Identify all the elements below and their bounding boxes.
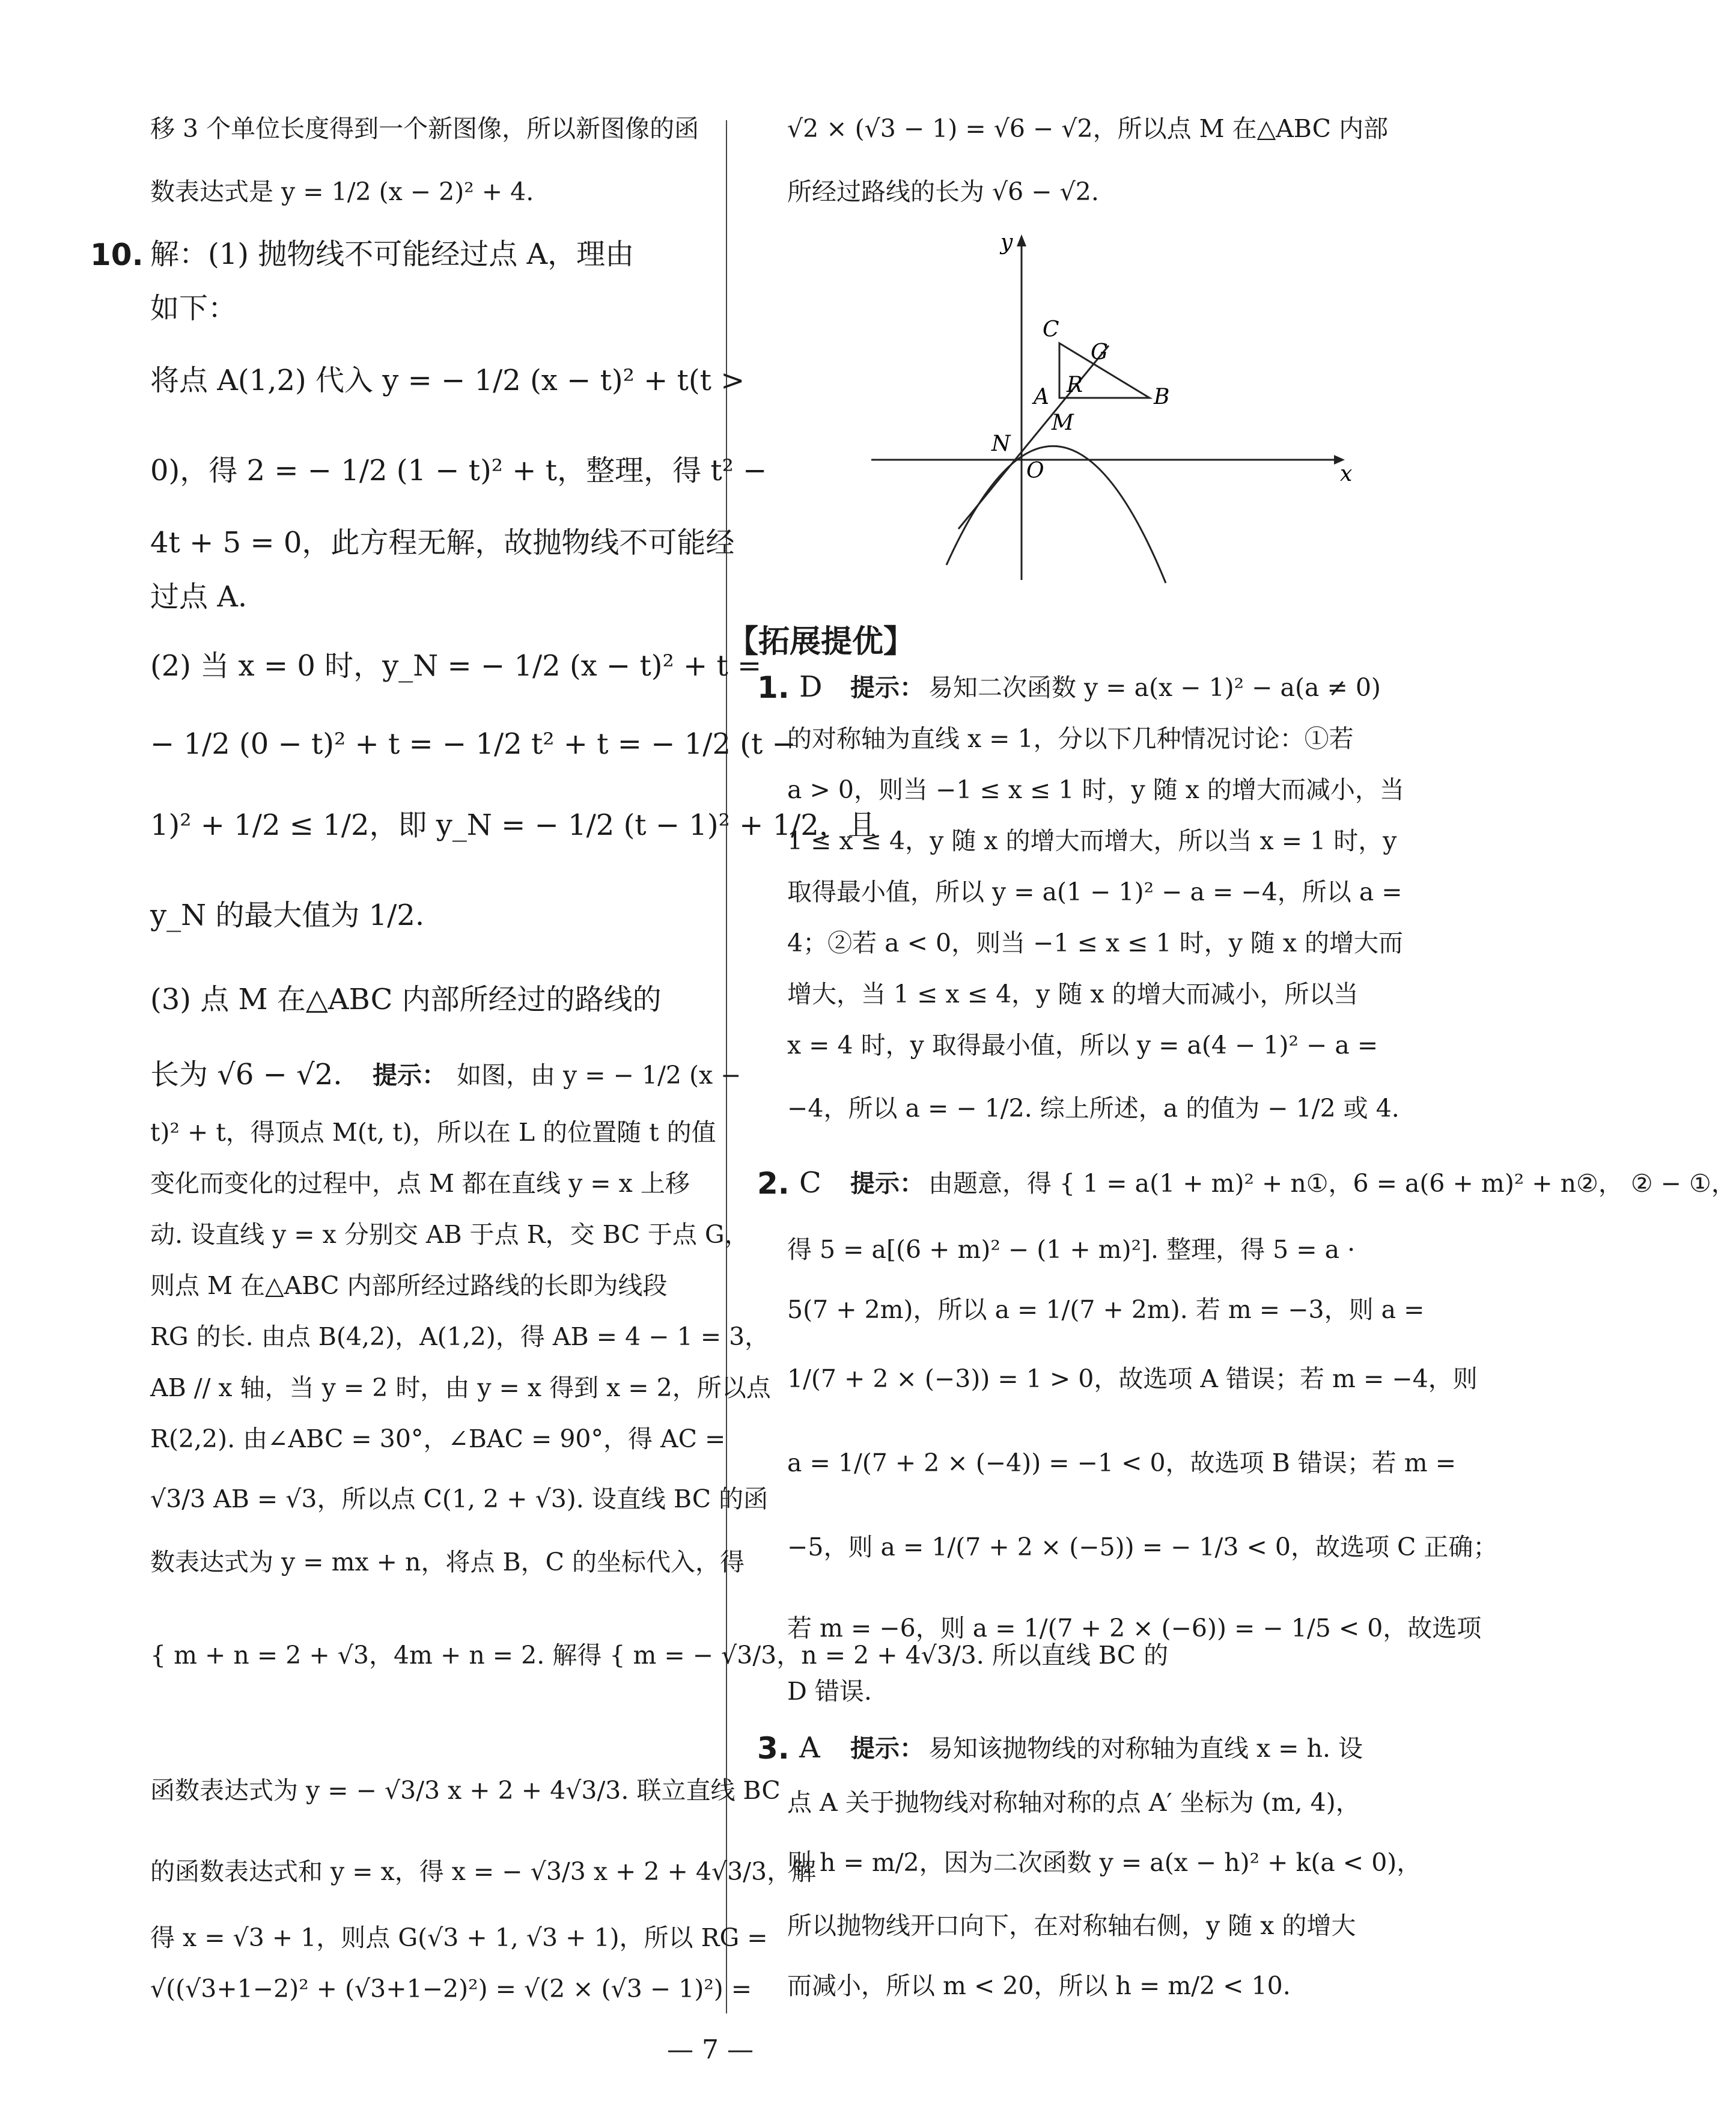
answer-letter: C xyxy=(799,1166,821,1200)
text-line: 5(7 + 2m)，所以 a = 1/(7 + 2m). 若 m = −3，则 a = xyxy=(787,1295,1425,1324)
label-r: R xyxy=(1067,373,1083,397)
hint-label: 提示： xyxy=(373,1061,446,1090)
text-line: 1)² + 1/2 ≤ 1/2，即 y_N = − 1/2 (t − 1)² + 1/2，且 xyxy=(150,808,877,842)
text-line: 1/(7 + 2 × (−3)) = 1 > 0，故选项 A 错误；若 m = −4，则 xyxy=(787,1364,1478,1393)
text-line: 长为 √6 − √2. xyxy=(150,1058,343,1091)
text-line: −5，则 a = 1/(7 + 2 × (−5)) = − 1/3 < 0，故选项 C 正确； xyxy=(787,1533,1498,1561)
section-title: 【拓展提优】 xyxy=(727,624,915,660)
text-line: D 错误. xyxy=(787,1677,872,1706)
text-line: 则 h = m/2，因为二次函数 y = a(x − h)² + k(a < 0)， xyxy=(787,1848,1422,1877)
text-line: 动. 设直线 y = x 分别交 AB 于点 R，交 BC 于点 G， xyxy=(150,1220,749,1249)
answer-letter: A xyxy=(799,1731,820,1765)
question-number-3: 3. xyxy=(757,1731,790,1766)
text-line: 如下： xyxy=(150,291,237,325)
hint-label: 提示： xyxy=(850,673,924,702)
label-c: C xyxy=(1043,317,1059,342)
text-line: √2 × (√3 − 1) = √6 − √2，所以点 M 在△ABC 内部 xyxy=(787,114,1389,143)
label-g: G xyxy=(1091,340,1108,365)
text-line: √3/3 AB = √3，所以点 C(1, 2 + √3). 设直线 BC 的函 xyxy=(150,1485,769,1513)
text-line: 过点 A. xyxy=(150,580,248,614)
text-line: { m + n = 2 + √3，4m + n = 2. 解得 { m = − √3/3，n = 2 + 4√3/3. 所以直线 BC 的 xyxy=(150,1641,1169,1670)
text-line: a > 0，则当 −1 ≤ x ≤ 1 时，y 随 x 的增大而减小，当 xyxy=(787,775,1404,804)
text-line: 如图，由 y = − 1/2 (x − xyxy=(457,1061,742,1090)
answer-letter: D xyxy=(799,670,823,704)
text-line: (3) 点 M 在△ABC 内部所经过的路线的 xyxy=(150,983,662,1016)
text-line: 易知该抛物线的对称轴为直线 x = h. 设 xyxy=(928,1734,1363,1763)
y-axis-arrow xyxy=(1017,234,1026,246)
text-line: − 1/2 (0 − t)² + t = − 1/2 t² + t = − 1/2 (t − xyxy=(150,727,796,761)
hint-label: 提示： xyxy=(850,1734,924,1763)
text-line: 易知二次函数 y = a(x − 1)² − a(a ≠ 0) xyxy=(928,673,1381,702)
text-line: 点 A 关于抛物线对称轴对称的点 A′ 坐标为 (m, 4)， xyxy=(787,1788,1360,1817)
text-line: 4t + 5 = 0，此方程无解，故抛物线不可能经 xyxy=(150,526,735,560)
text-line: y_N 的最大值为 1/2. xyxy=(150,899,425,932)
text-line: 4；②若 a < 0，则当 −1 ≤ x ≤ 1 时，y 随 x 的增大而 xyxy=(787,929,1403,957)
label-a: A xyxy=(1034,385,1049,409)
text-line: 得 x = √3 + 1，则点 G(√3 + 1, √3 + 1)，所以 RG = xyxy=(150,1923,768,1952)
question-number-10: 10. xyxy=(90,237,144,272)
text-line: 由题意，得 { 1 = a(1 + m)² + n①，6 = a(6 + m)² + n②， ② − ①， xyxy=(928,1169,1736,1198)
label-b: B xyxy=(1154,385,1170,409)
text-line: x = 4 时，y 取得最小值，所以 y = a(4 − 1)² − a = xyxy=(787,1031,1378,1060)
text-line: 的函数表达式和 y = x，得 x = − √3/3 x + 2 + 4√3/3，解 xyxy=(150,1857,817,1886)
text-line: 移 3 个单位长度得到一个新图像，所以新图像的函 xyxy=(150,114,699,143)
text-line: R(2,2). 由∠ABC = 30°，∠BAC = 90°，得 AC = xyxy=(150,1424,726,1453)
label-m: M xyxy=(1052,410,1074,435)
label-n: N xyxy=(991,432,1011,456)
parabola-triangle-figure xyxy=(859,228,1352,589)
text-line: 0)，得 2 = − 1/2 (1 − t)² + t，整理，得 t² − xyxy=(150,454,767,487)
text-line: −4，所以 a = − 1/2. 综上所述，a 的值为 − 1/2 或 4. xyxy=(787,1094,1399,1123)
text-line: RG 的长. 由点 B(4,2)，A(1,2)，得 AB = 4 − 1 = 3， xyxy=(150,1322,770,1351)
text-line: 若 m = −6，则 a = 1/(7 + 2 × (−6)) = − 1/5 < 0，故选项 xyxy=(787,1614,1482,1643)
text-line: AB // x 轴，当 y = 2 时，由 y = x 得到 x = 2，所以点 xyxy=(150,1373,771,1402)
text-line: 增大，当 1 ≤ x ≤ 4，y 随 x 的增大而减小，所以当 xyxy=(787,980,1359,1009)
text-line: 的对称轴为直线 x = 1，分以下几种情况讨论：①若 xyxy=(787,724,1354,753)
label-x: x xyxy=(1340,462,1353,486)
question-number-2: 2. xyxy=(757,1166,790,1201)
text-line: 将点 A(1,2) 代入 y = − 1/2 (x − t)² + t(t > xyxy=(150,364,745,397)
text-line: 函数表达式为 y = − √3/3 x + 2 + 4√3/3. 联立直线 BC xyxy=(150,1776,781,1805)
text-line: 1 ≤ x ≤ 4，y 随 x 的增大而增大，所以当 x = 1 时，y xyxy=(787,826,1397,855)
text-line: a = 1/(7 + 2 × (−4)) = −1 < 0，故选项 B 错误；若 m = xyxy=(787,1448,1457,1477)
page-number: — 7 — xyxy=(667,2034,754,2065)
text-line: 则点 M 在△ABC 内部所经过路线的长即为线段 xyxy=(150,1271,668,1300)
text-line: 而减小，所以 m < 20，所以 h = m/2 < 10. xyxy=(787,1971,1291,2000)
label-o: O xyxy=(1026,459,1044,483)
label-y: y xyxy=(1000,230,1013,255)
text-line: t)² + t，得顶点 M(t, t)，所以在 L 的位置随 t 的值 xyxy=(150,1118,716,1147)
text-line: 所以抛物线开口向下，在对称轴右侧，y 随 x 的增大 xyxy=(787,1911,1356,1940)
text-line: 所经过路线的长为 √6 − √2. xyxy=(787,177,1099,206)
text-line: 得 5 = a[(6 + m)² − (1 + m)²]. 整理，得 5 = a · xyxy=(787,1235,1356,1264)
parabola xyxy=(946,446,1166,583)
text-line: 解：(1) 抛物线不可能经过点 A，理由 xyxy=(150,237,635,271)
question-number-1: 1. xyxy=(757,670,790,705)
text-line: 数表达式是 y = 1/2 (x − 2)² + 4. xyxy=(150,177,534,206)
text-line: 变化而变化的过程中，点 M 都在直线 y = x 上移 xyxy=(150,1169,690,1198)
hint-label: 提示： xyxy=(850,1169,924,1198)
text-line: (2) 当 x = 0 时，y_N = − 1/2 (x − t)² + t = xyxy=(150,649,762,683)
text-line: 数表达式为 y = mx + n，将点 B，C 的坐标代入，得 xyxy=(150,1548,745,1576)
text-line: 取得最小值，所以 y = a(1 − 1)² − a = −4，所以 a = xyxy=(787,877,1403,906)
text-line: √((√3+1−2)² + (√3+1−2)²) = √(2 × (√3 − 1)²) = xyxy=(150,1974,752,2003)
